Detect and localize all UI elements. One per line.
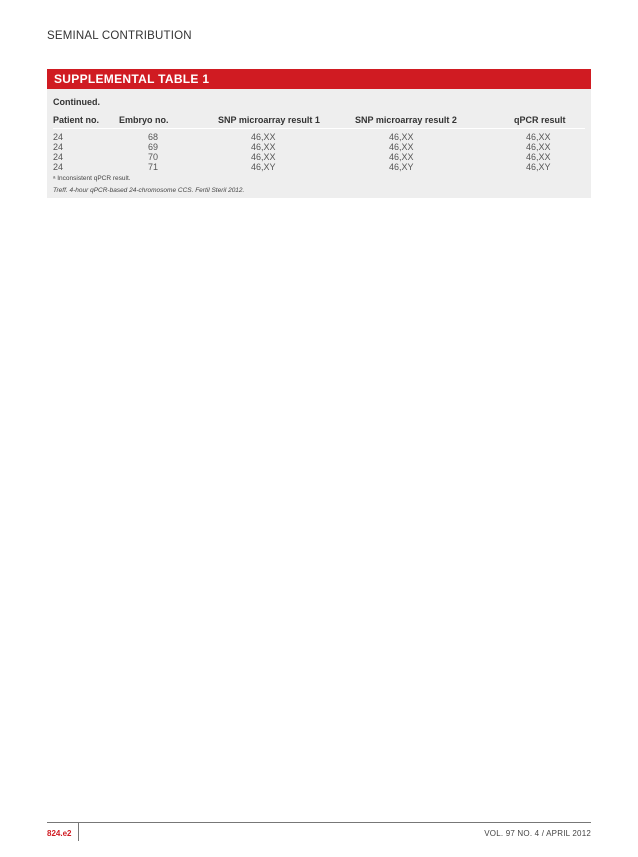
table-cell: 24 xyxy=(53,142,64,152)
table-cell: 46,XX xyxy=(389,142,414,152)
column-header-qpcr: qPCR result xyxy=(514,115,566,125)
table-cell: 46,XY xyxy=(251,162,276,172)
table-cell: 24 xyxy=(53,132,64,142)
table-title: SUPPLEMENTAL TABLE 1 xyxy=(47,69,591,89)
table-cell: 46,XX xyxy=(251,132,276,142)
table-cell: 70 xyxy=(148,152,159,162)
table-cell: 24 xyxy=(53,162,64,172)
column-header-patient: Patient no. xyxy=(53,115,100,125)
continued-label: Continued. xyxy=(53,97,100,107)
supplemental-table xyxy=(47,69,591,198)
footer-divider xyxy=(47,822,591,823)
header-divider xyxy=(53,128,585,129)
table-cell: 69 xyxy=(148,142,159,152)
table-cell: 24 xyxy=(53,152,64,162)
column-header-snp-2: SNP microarray result 2 xyxy=(355,115,457,125)
page-number: 824.e2 xyxy=(47,829,72,838)
table-cell: 46,XX xyxy=(389,152,414,162)
footer-tick xyxy=(78,822,79,841)
table-citation: Treff. 4-hour qPCR-based 24-chromosome CCS. Fertil Steril 2012. xyxy=(53,187,245,194)
table-cell: 46,XX xyxy=(251,142,276,152)
section-header: SEMINAL CONTRIBUTION xyxy=(47,30,192,42)
table-cell: 68 xyxy=(148,132,159,142)
table-cell: 46,XX xyxy=(389,132,414,142)
table-cell: 46,XY xyxy=(526,162,551,172)
table-cell: 46,XY xyxy=(389,162,414,172)
table-cell: 46,XX xyxy=(526,152,551,162)
column-header-embryo: Embryo no. xyxy=(119,115,169,125)
journal-issue: VOL. 97 NO. 4 / APRIL 2012 xyxy=(484,829,591,838)
table-cell: 46,XX xyxy=(526,142,551,152)
table-cell: 46,XX xyxy=(251,152,276,162)
column-header-snp-1: SNP microarray result 1 xyxy=(218,115,320,125)
table-footnote: ᵃ Inconsistent qPCR result. xyxy=(53,175,131,182)
table-cell: 46,XX xyxy=(526,132,551,142)
table-cell: 71 xyxy=(148,162,159,172)
